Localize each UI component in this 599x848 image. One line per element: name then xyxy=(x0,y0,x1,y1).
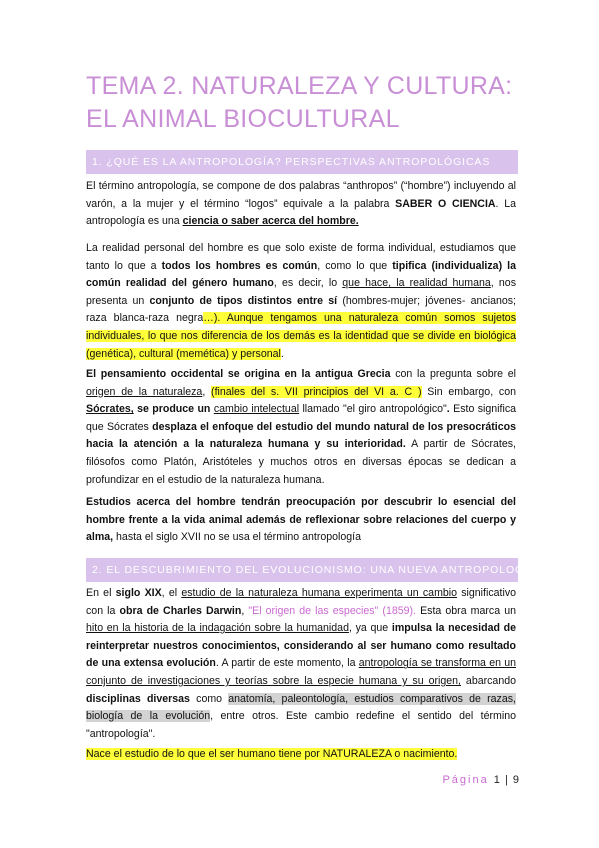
paragraph-studies: Estudios acerca del hombre tendrán preocupación por descubrir lo esencial del hombre frente a la vida animal además de reflexionar sobre relaciones del cuerpo y alma, hasta el siglo XVII no se usa el término antropología xyxy=(86,496,516,544)
paragraph-nature-highlight: Nace el estudio de lo que el ser humano tiene por NATURALEZA o nacimiento. xyxy=(86,748,458,760)
paragraph-evolutionism: En el siglo XIX, el estudio de la naturaleza humana experimenta un cambio significativo con la obra de Charles Darwin, "El origen de las especies" (1859). Esta obra marca un hito en la historia de la indagación sobre la humanidad, ya que impulsa la necesidad de reinterpretar nuestros conocimientos, considerando al ser humano como resultado de una extensa evolución. A partir de este momento, la antropología se transforma en un conjunto de investigaciones y teorías sobre la especie humana y su origen, abarcando disciplinas diversas como anatomía, paleontología, estudios comparativos de razas, biología de la evolución, entre otros. Este cambio redefine el sentido del término "antropología". xyxy=(86,587,517,740)
paragraph-individual-reality: La realidad personal del hombre es que solo existe de forma individual, estudiamos que tanto lo que a todos los hombres es común, como lo que tipifica (individualiza) la común realidad del género humano, es decir, lo que hace, la realidad humana, nos presenta un conjunto de tipos distintos entre sí (hombres-mujer; jóvenes- ancianos; raza blanca-raza negra…). Aunque tengamos una naturaleza común somos sujetos individuales, lo que nos diferencia de los demás es la identidad que se divide en biológica (genética), cultural (memética) y personal. xyxy=(86,242,516,360)
section-heading-1 xyxy=(86,150,518,174)
page-number-footer: Página 1 | 9 xyxy=(442,774,520,786)
paragraph-definition: El término antropología, se compone de dos palabras “anthropos” (“hombre”) incluyendo al varón, a la mujer y el término “logos” equivale a la palabra SABER O CIENCIA. La antropología es una ciencia o saber acerca del hombre. xyxy=(86,180,517,228)
section-heading-2 xyxy=(86,558,536,582)
section-heading-text: 2. EL DESCUBRIMIENTO DEL EVOLUCIONISMO: UNA NUEVA ANTROPOLOGÍA xyxy=(92,564,536,576)
section-heading-text: 1. ¿QUÉ ES LA ANTROPOLOGÍA? PERSPECTIVAS ANTROPOLÓGICAS xyxy=(92,156,491,168)
page-title: TEMA 2. NATURALEZA Y CULTURA: EL ANIMAL BIOCULTURAL xyxy=(86,72,513,133)
paragraph-greece-socrates: El pensamiento occidental se origina en la antigua Grecia con la pregunta sobre el origen de la naturaleza, (finales del s. VII principios del VI a. C ) Sin embargo, con Sócrates, se produce un cambio intelectual llamado "el giro antropológico". Esto significa que Sócrates desplaza el enfoque del estudio del mundo natural de los presocráticos hacia la atención a la naturaleza humana y su interioridad. A partir de Sócrates, filósofos como Platón, Aristóteles y muchos otros en diversas épocas se dedican a profundizar en el estudio de la naturaleza humana. xyxy=(86,368,517,486)
